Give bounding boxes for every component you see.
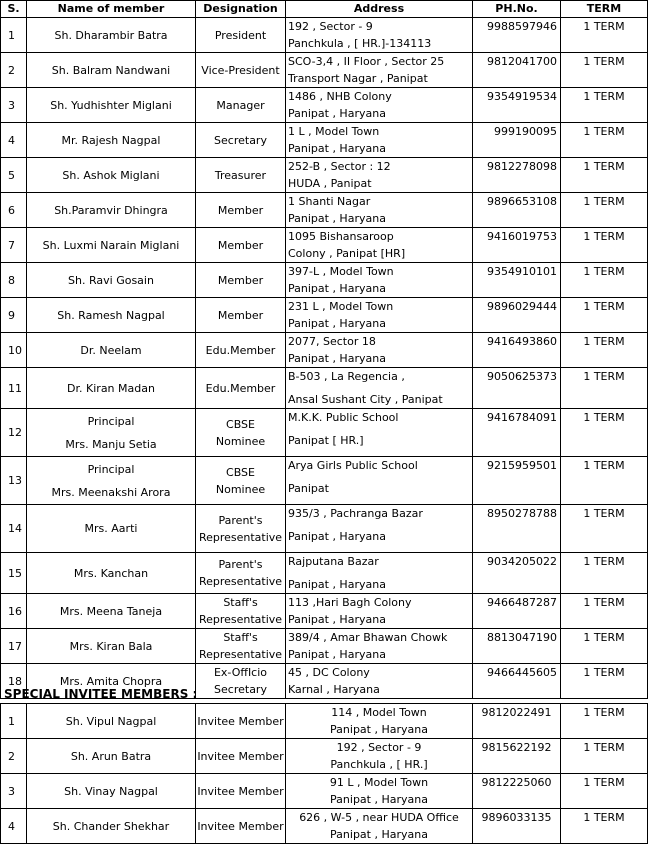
designation-line: Treasurer <box>214 168 267 182</box>
member-row <box>1 298 648 333</box>
header-term: TERM <box>561 1 648 18</box>
member-name-line: Mrs. Meenakshi Arora <box>51 485 171 499</box>
special-invitee-heading: SPECIAL INVITEE MEMBERS : <box>4 687 198 701</box>
designation-line: Edu.Member <box>205 381 276 395</box>
address-line: 935/3 , Pachranga Bazar <box>288 507 423 520</box>
member-name-line: Mrs. Kiran Bala <box>69 639 153 653</box>
address <box>286 88 473 123</box>
member-name <box>27 739 196 774</box>
member-name <box>27 88 196 123</box>
designation <box>196 664 286 699</box>
address-line: Arya Girls Public School <box>288 459 418 472</box>
invitee-row <box>1 739 648 774</box>
member-name <box>27 368 196 409</box>
address <box>286 409 473 457</box>
member-name-line: Dr. Kiran Madan <box>67 381 155 395</box>
invitee-table <box>0 703 648 844</box>
serial-number: 4 <box>1 809 27 844</box>
address <box>286 228 473 263</box>
member-name-line: Sh. Dharambir Batra <box>54 28 168 42</box>
member-row <box>1 158 648 193</box>
term: 1 TERM <box>561 333 648 368</box>
designation-line: Member <box>217 308 264 322</box>
member-name-line: Sh. Vipul Nagpal <box>65 714 157 728</box>
designation-line: Parent's <box>218 513 263 527</box>
phone-number: 9416784091 <box>473 409 561 457</box>
designation-line: Representative <box>198 530 283 544</box>
member-name <box>27 53 196 88</box>
member-name-line: Sh. Chander Shekhar <box>52 819 170 833</box>
member-row <box>1 263 648 298</box>
address <box>286 739 473 774</box>
term: 1 TERM <box>561 53 648 88</box>
serial-number: 5 <box>1 158 27 193</box>
address <box>286 158 473 193</box>
phone-number: 9812278098 <box>473 158 561 193</box>
member-name <box>27 333 196 368</box>
address-line: 1486 , NHB Colony <box>288 90 392 103</box>
phone-number: 9050625373 <box>473 368 561 409</box>
address-line: Panipat [ HR.] <box>288 434 364 447</box>
serial-number: 16 <box>1 594 27 629</box>
member-name <box>27 193 196 228</box>
member-name-line: Sh. Ramesh Nagpal <box>57 308 165 322</box>
address-line: 91 L , Model Town <box>329 776 429 789</box>
phone-number: 9896029444 <box>473 298 561 333</box>
address-line: 1 Shanti Nagar <box>288 195 371 208</box>
address-line: Panipat , Haryana <box>288 107 386 120</box>
designation <box>196 809 286 844</box>
term: 1 TERM <box>561 457 648 505</box>
term: 1 TERM <box>561 809 648 844</box>
address-line: 389/4 , Amar Bhawan Chowk <box>288 631 448 644</box>
address-line: Panipat , Haryana <box>288 142 386 155</box>
designation-line: Secretary <box>214 683 267 696</box>
serial-number: 8 <box>1 263 27 298</box>
invitee-row <box>1 774 648 809</box>
term: 1 TERM <box>561 739 648 774</box>
address-line: Panchkula , [ HR.] <box>330 758 428 771</box>
address-line: Panchkula , [ HR.]-134113 <box>288 37 432 50</box>
address-line: 252-B , Sector : 12 <box>288 160 391 173</box>
member-name-line: Mrs. Meena Taneja <box>59 604 163 618</box>
designation <box>196 409 286 457</box>
address-line: Panipat , Haryana <box>288 578 386 591</box>
phone-number: 9354910101 <box>473 263 561 298</box>
phone-number: 9812041700 <box>473 53 561 88</box>
member-name <box>27 409 196 457</box>
designation-line: Representative <box>198 648 283 661</box>
member-name <box>27 505 196 553</box>
address-line: Panipat , Haryana <box>288 352 386 365</box>
member-name-line: Mr. Rajesh Nagpal <box>61 133 161 147</box>
member-name <box>27 263 196 298</box>
member-row <box>1 553 648 594</box>
invitee-row <box>1 704 648 739</box>
designation-line: Member <box>217 203 264 217</box>
term: 1 TERM <box>561 298 648 333</box>
header-phone: PH.No. <box>473 1 561 18</box>
designation-line: Invitee Member <box>197 784 284 798</box>
phone-number: 9215959501 <box>473 457 561 505</box>
address-line: Panipat , Haryana <box>288 530 386 543</box>
member-name <box>27 123 196 158</box>
designation-line: Edu.Member <box>205 343 276 357</box>
address-line: Panipat , Haryana <box>288 613 386 626</box>
serial-number: 1 <box>1 704 27 739</box>
address <box>286 704 473 739</box>
address <box>286 368 473 409</box>
serial-number: 4 <box>1 123 27 158</box>
address-line: SCO-3,4 , II Floor , Sector 25 <box>288 55 445 68</box>
address <box>286 809 473 844</box>
member-row <box>1 333 648 368</box>
designation-line: Staff's <box>223 596 258 609</box>
invitee-body <box>1 704 648 844</box>
member-row <box>1 594 648 629</box>
designation-line: Secretary <box>214 133 267 147</box>
phone-number: 999190095 <box>473 123 561 158</box>
address-line: Transport Nagar , Panipat <box>288 72 428 85</box>
designation-line: Representative <box>198 575 283 588</box>
term: 1 TERM <box>561 594 648 629</box>
phone-number: 9815622192 <box>473 739 561 774</box>
address-line: Panipat <box>288 482 329 495</box>
designation-line: Ex-OffIcio <box>213 666 268 679</box>
address <box>286 263 473 298</box>
member-row <box>1 629 648 664</box>
phone-number: 9812022491 <box>473 704 561 739</box>
phone-number: 9988597946 <box>473 18 561 53</box>
members-body <box>1 18 648 699</box>
phone-number: 9354919534 <box>473 88 561 123</box>
header-address: Address <box>286 1 473 18</box>
designation <box>196 553 286 594</box>
address-line: 2077, Sector 18 <box>288 335 376 348</box>
member-row <box>1 409 648 457</box>
member-name-line: Mrs. Aarti <box>84 522 138 535</box>
term: 1 TERM <box>561 505 648 553</box>
member-row <box>1 88 648 123</box>
address-line: 1095 Bishansaroop <box>288 230 394 243</box>
member-name-line: Sh. Yudhishter Miglani <box>50 98 172 112</box>
member-row <box>1 53 648 88</box>
address-line: B-503 , La Regencia , <box>288 370 405 383</box>
serial-number: 2 <box>1 739 27 774</box>
serial-number: 3 <box>1 88 27 123</box>
address <box>286 333 473 368</box>
address <box>286 594 473 629</box>
designation <box>196 629 286 664</box>
phone-number: 9896653108 <box>473 193 561 228</box>
designation <box>196 18 286 53</box>
phone-number: 9466487287 <box>473 594 561 629</box>
designation <box>196 88 286 123</box>
phone-number: 9896033135 <box>473 809 561 844</box>
member-name-line: Sh. Arun Batra <box>70 749 152 763</box>
serial-number: 15 <box>1 553 27 594</box>
phone-number: 9034205022 <box>473 553 561 594</box>
designation <box>196 228 286 263</box>
member-name <box>27 158 196 193</box>
address-line: Ansal Sushant City , Panipat <box>288 393 443 406</box>
serial-number: 3 <box>1 774 27 809</box>
member-name-line: Sh. Balram Nandwani <box>51 63 171 77</box>
member-row <box>1 18 648 53</box>
designation <box>196 158 286 193</box>
serial-number: 2 <box>1 53 27 88</box>
term: 1 TERM <box>561 158 648 193</box>
term: 1 TERM <box>561 704 648 739</box>
table-header-row <box>1 1 648 18</box>
designation-line: President <box>214 28 267 42</box>
address-line: Colony , Panipat [HR] <box>288 247 406 260</box>
term: 1 TERM <box>561 228 648 263</box>
serial-number: 1 <box>1 18 27 53</box>
serial-number: 7 <box>1 228 27 263</box>
member-row <box>1 193 648 228</box>
address-line: HUDA , Panipat <box>288 177 372 190</box>
serial-number: 14 <box>1 505 27 553</box>
designation-line: Invitee Member <box>197 714 284 728</box>
member-name <box>27 457 196 505</box>
term: 1 TERM <box>561 18 648 53</box>
phone-number: 9416019753 <box>473 228 561 263</box>
header-name: Name of member <box>27 1 196 18</box>
member-name <box>27 704 196 739</box>
member-name <box>27 228 196 263</box>
address-line: M.K.K. Public School <box>288 411 399 424</box>
term: 1 TERM <box>561 368 648 409</box>
member-name-line: Sh.Paramvir Dhingra <box>54 203 168 217</box>
member-name-line: Mrs. Manju Setia <box>65 437 157 451</box>
designation-line: CBSE <box>226 417 255 431</box>
address-line: 397-L , Model Town <box>288 265 394 278</box>
term: 1 TERM <box>561 664 648 699</box>
address <box>286 123 473 158</box>
serial-number: 10 <box>1 333 27 368</box>
term: 1 TERM <box>561 193 648 228</box>
term: 1 TERM <box>561 553 648 594</box>
member-row <box>1 123 648 158</box>
member-name-line: Mrs. Amita Chopra <box>59 674 163 688</box>
address-line: Rajputana Bazar <box>288 555 379 568</box>
member-row <box>1 368 648 409</box>
phone-number: 9466445605 <box>473 664 561 699</box>
address <box>286 629 473 664</box>
member-name-line: Dr. Neelam <box>80 343 142 357</box>
term: 1 TERM <box>561 263 648 298</box>
serial-number: 17 <box>1 629 27 664</box>
address-line: Panipat , Haryana <box>330 723 428 736</box>
member-name <box>27 774 196 809</box>
address-line: Panipat , Haryana <box>330 793 428 806</box>
member-name-line: Mrs. Kanchan <box>73 566 149 580</box>
phone-number: 8813047190 <box>473 629 561 664</box>
term: 1 TERM <box>561 88 648 123</box>
address-line: Panipat , Haryana <box>330 828 428 841</box>
serial-number: 13 <box>1 457 27 505</box>
designation <box>196 368 286 409</box>
designation <box>196 704 286 739</box>
member-name <box>27 553 196 594</box>
member-row <box>1 228 648 263</box>
address <box>286 53 473 88</box>
member-name-line: Sh. Ashok Miglani <box>62 168 160 182</box>
term: 1 TERM <box>561 409 648 457</box>
member-name <box>27 18 196 53</box>
member-name-line: Principal <box>87 462 135 476</box>
invitee-row <box>1 809 648 844</box>
phone-number: 8950278788 <box>473 505 561 553</box>
serial-number: 18 <box>1 664 27 699</box>
address-line: 231 L , Model Town <box>288 300 394 313</box>
designation <box>196 298 286 333</box>
serial-number: 9 <box>1 298 27 333</box>
address-line: 113 ,Hari Bagh Colony <box>288 596 412 609</box>
phone-number: 9812225060 <box>473 774 561 809</box>
designation <box>196 193 286 228</box>
member-name <box>27 298 196 333</box>
address <box>286 553 473 594</box>
address-line: Panipat , Haryana <box>288 282 386 295</box>
designation <box>196 594 286 629</box>
member-name <box>27 629 196 664</box>
member-row <box>1 505 648 553</box>
address-line: Karnal , Haryana <box>288 683 380 696</box>
phone-number: 9416493860 <box>473 333 561 368</box>
serial-number: 11 <box>1 368 27 409</box>
address-line: 192 , Sector - 9 <box>288 20 373 33</box>
designation-line: Manager <box>216 98 265 112</box>
designation-line: Invitee Member <box>197 819 284 833</box>
designation-line: Nominee <box>215 482 266 496</box>
serial-number: 12 <box>1 409 27 457</box>
member-name-line: Sh. Ravi Gosain <box>68 273 154 287</box>
address <box>286 298 473 333</box>
designation-line: Invitee Member <box>197 749 284 763</box>
address <box>286 505 473 553</box>
address <box>286 18 473 53</box>
address <box>286 774 473 809</box>
header-s: S. <box>1 1 27 18</box>
designation-line: Staff's <box>223 631 258 644</box>
member-name-line: Sh. Luxmi Narain Miglani <box>42 238 180 252</box>
term: 1 TERM <box>561 629 648 664</box>
address-line: Panipat , Haryana <box>288 648 386 661</box>
address-line: Panipat , Haryana <box>288 317 386 330</box>
serial-number: 6 <box>1 193 27 228</box>
address <box>286 193 473 228</box>
designation-line: CBSE <box>226 465 255 479</box>
term: 1 TERM <box>561 774 648 809</box>
designation <box>196 505 286 553</box>
designation <box>196 457 286 505</box>
member-name-line: Principal <box>87 414 135 428</box>
header-designation: Designation <box>196 1 286 18</box>
designation-line: Parent's <box>218 558 263 571</box>
designation-line: Member <box>217 273 264 287</box>
address-line: Panipat , Haryana <box>288 212 386 225</box>
designation-line: Nominee <box>215 434 266 448</box>
member-name-line: Sh. Vinay Nagpal <box>64 784 158 798</box>
designation <box>196 263 286 298</box>
address <box>286 457 473 505</box>
member-name <box>27 594 196 629</box>
designation <box>196 739 286 774</box>
address-line: 45 , DC Colony <box>288 666 370 679</box>
address-line: 1 L , Model Town <box>288 125 380 138</box>
designation <box>196 333 286 368</box>
address-line: 626 , W-5 , near HUDA Office <box>299 811 459 824</box>
term: 1 TERM <box>561 123 648 158</box>
address-line: 192 , Sector - 9 <box>336 741 422 754</box>
designation <box>196 123 286 158</box>
designation-line: Vice-President <box>201 63 280 77</box>
member-row <box>1 457 648 505</box>
designation-line: Member <box>217 238 264 252</box>
designation-line: Representative <box>198 613 283 626</box>
designation <box>196 53 286 88</box>
designation <box>196 774 286 809</box>
address <box>286 664 473 699</box>
member-name <box>27 809 196 844</box>
address-line: 114 , Model Town <box>331 706 427 719</box>
